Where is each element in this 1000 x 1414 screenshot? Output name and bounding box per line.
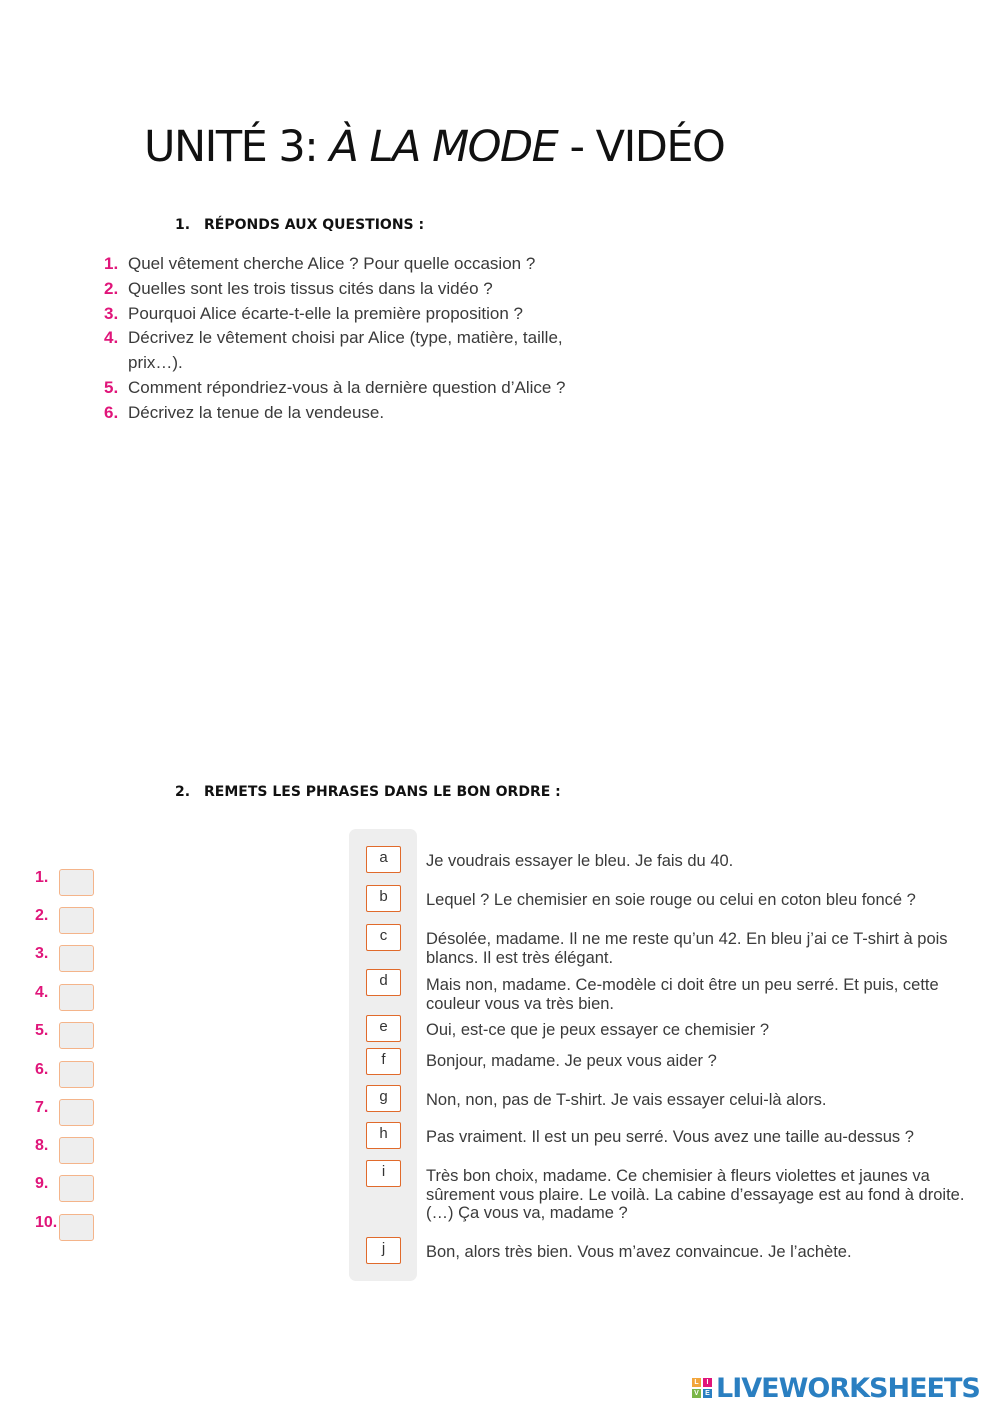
- question-text: Comment répondriez-vous à la dernière question d’Alice ?: [128, 377, 566, 397]
- letter-box: c: [366, 924, 401, 951]
- page-title: [144, 122, 724, 172]
- question-number: 1.: [104, 254, 119, 273]
- answer-input-7[interactable]: [59, 1099, 94, 1126]
- question-number: 5.: [104, 377, 119, 397]
- question-text: Décrivez le vêtement choisi par Alice (type, matière, taille, prix…).: [128, 328, 563, 373]
- title-prefix: UNITÉ 3:: [144, 122, 330, 172]
- answer-input-5[interactable]: [59, 1022, 94, 1049]
- answer-number: 10.: [35, 1214, 58, 1231]
- answer-input-10[interactable]: [59, 1214, 94, 1241]
- title-suffix: - VIDÉO: [557, 122, 725, 172]
- title-italic: À LA MODE: [329, 122, 558, 172]
- answer-number: 7.: [35, 1099, 49, 1116]
- sentence-text: Bonjour, madame. Je peux vous aider ?: [426, 1052, 717, 1070]
- logo-mark-letter: V: [692, 1389, 701, 1398]
- sentence-text: Très bon choix, madame. Ce chemisier à fleurs violettes et jaunes va sûrement vous plaire. Le voilà. La cabine d’essayage est au fond à droite. (…) Ça vous va, madame ?: [426, 1167, 965, 1222]
- question-text: Quelles sont les trois tissus cités dans la vidéo ?: [128, 278, 493, 298]
- answer-input-3[interactable]: [59, 945, 94, 972]
- question-number: 4.: [104, 328, 119, 348]
- sentence-text: Mais non, madame. Ce-modèle ci doit être un peu serré. Et puis, cette couleur vous va très bien.: [426, 976, 939, 1013]
- letter-box: d: [366, 969, 401, 996]
- letter-box: e: [366, 1015, 401, 1042]
- sentence-text: Oui, est-ce que je peux essayer ce chemisier ?: [426, 1021, 769, 1039]
- letter-box: j: [366, 1237, 401, 1264]
- letter-box: h: [366, 1122, 401, 1149]
- letter-box: f: [366, 1048, 401, 1075]
- answer-input-8[interactable]: [59, 1137, 94, 1164]
- question-number: 6.: [104, 402, 119, 422]
- question-item: [104, 376, 644, 401]
- sentence-text: Pas vraiment. Il est un peu serré. Vous avez une taille au-dessus ?: [426, 1128, 914, 1146]
- answer-number: 4.: [35, 984, 49, 1001]
- question-number: 2.: [104, 278, 119, 298]
- section1-title: RÉPONDS AUX QUESTIONS :: [204, 217, 425, 233]
- sentence-text: Je voudrais essayer le bleu. Je fais du 40.: [426, 852, 734, 870]
- answer-number: 1.: [35, 869, 49, 886]
- question-item: [104, 252, 644, 277]
- answer-input-4[interactable]: [59, 984, 94, 1011]
- answer-number: 3.: [35, 945, 49, 962]
- answer-number: 5.: [35, 1022, 49, 1039]
- question-text: Quel vêtement cherche Alice ? Pour quelle occasion ?: [128, 254, 536, 273]
- answer-number: 6.: [35, 1061, 49, 1078]
- letter-box: i: [366, 1160, 401, 1187]
- sentence-text: Désolée, madame. Il ne me reste qu’un 42. En bleu j’ai ce T-shirt à pois blancs. Il est très élégant.: [426, 930, 948, 967]
- sentence-text: Bon, alors très bien. Vous m’avez convaincue. Je l’achète.: [426, 1243, 852, 1261]
- logo-text: LIVEWORKSHEETS: [716, 1373, 980, 1404]
- answer-input-2[interactable]: [59, 907, 94, 934]
- answer-input-6[interactable]: [59, 1061, 94, 1088]
- answer-number: 9.: [35, 1175, 49, 1192]
- section1-number: 1.: [175, 217, 191, 233]
- question-text: Pourquoi Alice écarte-t-elle la première proposition ?: [128, 303, 523, 323]
- question-item: [104, 302, 644, 327]
- question-item: [104, 277, 644, 302]
- section2-number: 2.: [175, 784, 191, 800]
- answer-number: 2.: [35, 907, 49, 924]
- section1-heading: [175, 217, 424, 233]
- logo-mark-icon: [692, 1378, 714, 1402]
- question-text: Décrivez la tenue de la vendeuse.: [128, 402, 385, 422]
- question-number: 3.: [104, 303, 119, 323]
- sentence-text: Lequel ? Le chemisier en soie rouge ou celui en coton bleu foncé ?: [426, 891, 916, 909]
- answer-input-1[interactable]: [59, 869, 94, 896]
- answer-number: 8.: [35, 1137, 49, 1154]
- logo-mark-letter: L: [692, 1378, 701, 1387]
- answer-input-9[interactable]: [59, 1175, 94, 1202]
- letter-box: b: [366, 885, 401, 912]
- question-item: [104, 326, 598, 376]
- section2-heading: [175, 784, 561, 800]
- section2-title: REMETS LES PHRASES DANS LE BON ORDRE :: [204, 784, 561, 800]
- question-item: [104, 401, 644, 426]
- letter-box: g: [366, 1085, 401, 1112]
- logo-mark-letter: I: [703, 1378, 712, 1387]
- logo-mark-letter: E: [703, 1389, 712, 1398]
- question-list: [104, 252, 644, 426]
- letter-box: a: [366, 846, 401, 873]
- sentence-text: Non, non, pas de T-shirt. Je vais essayer celui-là alors.: [426, 1091, 827, 1109]
